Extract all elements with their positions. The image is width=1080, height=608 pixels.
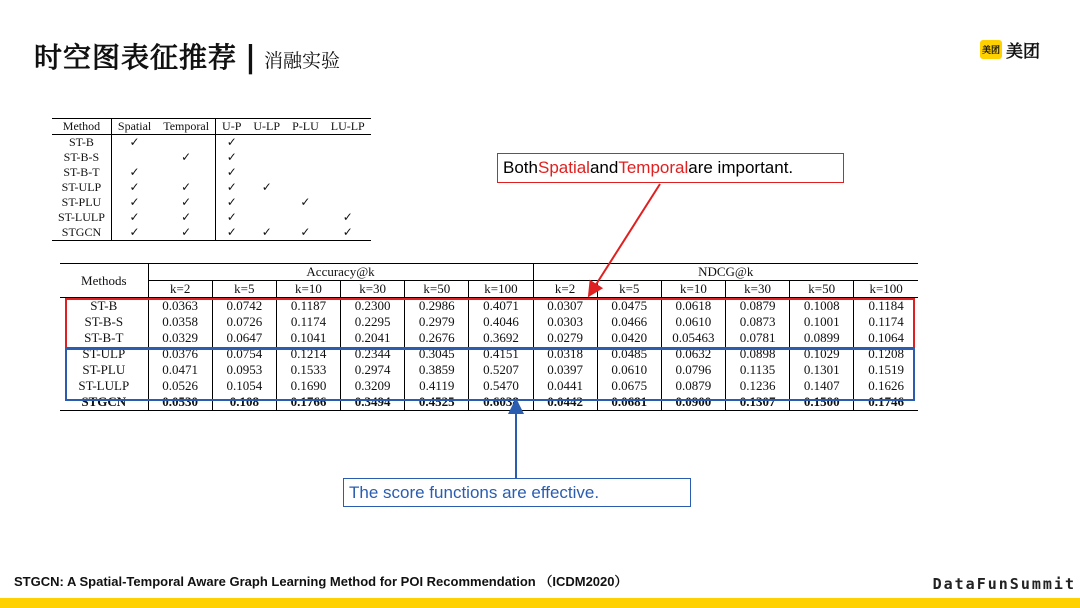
table2-value-cell: 0.2344 bbox=[341, 346, 405, 362]
table1-check-cell: ✓ bbox=[300, 225, 311, 239]
callout1-text-pre: Both bbox=[503, 158, 538, 177]
k-header: k=10 bbox=[276, 281, 340, 298]
table2-value-cell: 0.4046 bbox=[469, 314, 533, 330]
table2-value-cell: 0.0796 bbox=[661, 362, 725, 378]
table2-value-cell: 0.0279 bbox=[533, 330, 597, 346]
table2-value-cell: 0.1519 bbox=[854, 362, 918, 378]
table2-value-cell: 0.0647 bbox=[212, 330, 276, 346]
meituan-logo-text: 美团 bbox=[1006, 42, 1040, 62]
table2-value-cell: 0.3045 bbox=[405, 346, 469, 362]
k-header: k=2 bbox=[533, 281, 597, 298]
callout1-text-mid: and bbox=[589, 158, 619, 177]
score-functions-callout: The score functions are effective. bbox=[343, 478, 691, 507]
table2-value-cell: 0.5207 bbox=[469, 362, 533, 378]
table1-check-cell: ✓ bbox=[181, 195, 192, 209]
table1-check-cell: ✓ bbox=[300, 195, 311, 209]
table2-value-cell: 0.1174 bbox=[276, 314, 340, 330]
table1-check-cell: ✓ bbox=[216, 225, 248, 241]
table2-method-cell: ST-LULP bbox=[78, 378, 130, 393]
table1-check-cell: ✓ bbox=[181, 150, 192, 164]
table2-value-cell: 0.0526 bbox=[148, 378, 212, 394]
table1-check-cell: ✓ bbox=[216, 210, 248, 225]
table1-check-cell: ✓ bbox=[216, 150, 248, 165]
table2-value-cell: 0.2041 bbox=[341, 330, 405, 346]
table2-value-cell: 0.3209 bbox=[341, 378, 405, 394]
table1-check-cell: ✓ bbox=[111, 225, 157, 241]
table2-method-cell: STGCN bbox=[81, 394, 127, 409]
table2-value-cell: 0.1626 bbox=[854, 378, 918, 394]
table2-value-cell: 0.1187 bbox=[276, 298, 340, 315]
table2-value-cell: 0.0742 bbox=[212, 298, 276, 315]
table1-check-cell: ✓ bbox=[342, 210, 353, 224]
red-arrow bbox=[590, 184, 660, 294]
table2-value-cell: 0.0471 bbox=[148, 362, 212, 378]
table2-value-cell: 0.0879 bbox=[661, 378, 725, 394]
table2-value-cell: 0.5470 bbox=[469, 378, 533, 394]
table2-value-cell: 0.4525 bbox=[405, 394, 469, 411]
table1-method-cell: ST-ULP bbox=[61, 180, 102, 194]
bottom-yellow-strip bbox=[0, 598, 1080, 608]
table2-value-cell: 0.1064 bbox=[854, 330, 918, 346]
table1-method-cell: STGCN bbox=[61, 225, 102, 239]
title-main: 时空图表征推荐 bbox=[34, 41, 238, 74]
table2-value-cell: 0.1307 bbox=[725, 394, 789, 411]
table2-value-cell: 0.1054 bbox=[212, 378, 276, 394]
table2-value-cell: 0.0466 bbox=[597, 314, 661, 330]
table2-value-cell: 0.05463 bbox=[661, 330, 725, 346]
table2-method-cell: ST-B-T bbox=[84, 330, 124, 345]
table2-value-cell: 0.6038 bbox=[469, 394, 533, 411]
table2-value-cell: 0.1766 bbox=[276, 394, 340, 411]
k-header: k=5 bbox=[597, 281, 661, 298]
table2-value-cell: 0.1001 bbox=[790, 314, 854, 330]
table2-value-cell: 0.0610 bbox=[661, 314, 725, 330]
table2-value-cell: 0.2676 bbox=[405, 330, 469, 346]
table1-check-cell: ✓ bbox=[111, 165, 157, 180]
table2-value-cell: 0.3494 bbox=[341, 394, 405, 411]
table1-check-cell: ✓ bbox=[216, 135, 248, 151]
table1-check-cell: ✓ bbox=[111, 195, 157, 210]
table2-value-cell: 0.1208 bbox=[854, 346, 918, 362]
table2-value-cell: 0.0485 bbox=[597, 346, 661, 362]
k-header: k=2 bbox=[148, 281, 212, 298]
table2-value-cell: 0.0442 bbox=[533, 394, 597, 411]
table1-check-cell: ✓ bbox=[261, 225, 272, 239]
table2-value-cell: 0.0873 bbox=[725, 314, 789, 330]
callout1-temporal: Temporal bbox=[618, 158, 689, 177]
table2-value-cell: 0.1184 bbox=[854, 298, 918, 315]
table2-value-cell: 0.1533 bbox=[276, 362, 340, 378]
callout1-spatial: Spatial bbox=[537, 158, 590, 177]
methods-header: Methods bbox=[60, 264, 148, 298]
table2-value-cell: 0.1301 bbox=[790, 362, 854, 378]
table1-check-cell: ✓ bbox=[111, 135, 157, 151]
table2-value-cell: 0.0530 bbox=[148, 394, 212, 411]
table2-value-cell: 0.0610 bbox=[597, 362, 661, 378]
title-subtitle: 消融实验 bbox=[263, 50, 340, 72]
table2-value-cell: 0.1029 bbox=[790, 346, 854, 362]
table2-value-cell: 0.0632 bbox=[661, 346, 725, 362]
table1-header: Method bbox=[62, 119, 101, 133]
table1-check-cell: ✓ bbox=[342, 225, 353, 239]
k-header: k=100 bbox=[469, 281, 533, 298]
table2-value-cell: 0.1135 bbox=[725, 362, 789, 378]
table1-method-cell: ST-B-S bbox=[63, 150, 100, 164]
table2-value-cell: 0.1041 bbox=[276, 330, 340, 346]
table2-value-cell: 0.0376 bbox=[148, 346, 212, 362]
k-header: k=10 bbox=[661, 281, 725, 298]
table2-method-cell: ST-PLU bbox=[82, 362, 126, 377]
table1-header: Spatial bbox=[111, 119, 157, 135]
table2-value-cell: 0.0420 bbox=[597, 330, 661, 346]
table1-header: P-LU bbox=[292, 119, 319, 133]
table2-value-cell: 0.2979 bbox=[405, 314, 469, 330]
k-header: k=50 bbox=[790, 281, 854, 298]
table1-check-cell: ✓ bbox=[261, 180, 272, 194]
table2-method-cell: ST-B-S bbox=[84, 314, 124, 329]
table2-value-cell: 0.3692 bbox=[469, 330, 533, 346]
table1-check-cell: ✓ bbox=[111, 180, 157, 195]
table2-value-cell: 0.0318 bbox=[533, 346, 597, 362]
table2-value-cell: 0.4151 bbox=[469, 346, 533, 362]
table2-value-cell: 0.2986 bbox=[405, 298, 469, 315]
table2-value-cell: 0.4071 bbox=[469, 298, 533, 315]
table2-value-cell: 0.108 bbox=[212, 394, 276, 411]
table2-value-cell: 0.1746 bbox=[854, 394, 918, 411]
table2-value-cell: 0.0618 bbox=[661, 298, 725, 315]
table2-value-cell: 0.3859 bbox=[405, 362, 469, 378]
table2-value-cell: 0.0475 bbox=[597, 298, 661, 315]
table1-header: U-LP bbox=[253, 119, 281, 133]
table2-value-cell: 0.1407 bbox=[790, 378, 854, 394]
table2-method-cell: ST-ULP bbox=[82, 346, 126, 361]
table2-value-cell: 0.0781 bbox=[725, 330, 789, 346]
table2-value-cell: 0.0953 bbox=[212, 362, 276, 378]
table1-check-cell: ✓ bbox=[181, 210, 192, 224]
table2-value-cell: 0.1214 bbox=[276, 346, 340, 362]
callout1-text-post: are important. bbox=[688, 158, 794, 177]
accuracy-group-header: Accuracy@k bbox=[148, 264, 533, 281]
table2-value-cell: 0.0898 bbox=[725, 346, 789, 362]
table2-value-cell: 0.0681 bbox=[597, 394, 661, 411]
table1-method-cell: ST-B-T bbox=[63, 165, 100, 179]
table2-value-cell: 0.4119 bbox=[405, 378, 469, 394]
table1-check-cell: ✓ bbox=[216, 180, 248, 195]
table2-value-cell: 0.1008 bbox=[790, 298, 854, 315]
k-header: k=5 bbox=[212, 281, 276, 298]
table2-value-cell: 0.0675 bbox=[597, 378, 661, 394]
k-header: k=50 bbox=[405, 281, 469, 298]
table1-check-cell: ✓ bbox=[111, 210, 157, 225]
table1-header: Temporal bbox=[163, 119, 210, 133]
table1-check-cell: ✓ bbox=[181, 180, 192, 194]
table2-value-cell: 0.2300 bbox=[341, 298, 405, 315]
table1-method-cell: ST-LULP bbox=[58, 210, 105, 224]
table2-value-cell: 0.0397 bbox=[533, 362, 597, 378]
citation-footer: STGCN: A Spatial-Temporal Aware Graph Learning Method for POI Recommendation （ICDM2020） bbox=[14, 574, 628, 589]
table2-value-cell: 0.0879 bbox=[725, 298, 789, 315]
k-header: k=30 bbox=[725, 281, 789, 298]
table2-value-cell: 0.0900 bbox=[661, 394, 725, 411]
k-header: k=30 bbox=[341, 281, 405, 298]
table2-method-cell: ST-B bbox=[90, 298, 118, 313]
table1-method-cell: ST-B bbox=[69, 135, 94, 149]
k-header: k=100 bbox=[854, 281, 918, 298]
table2-value-cell: 0.2295 bbox=[341, 314, 405, 330]
table2-value-cell: 0.0754 bbox=[212, 346, 276, 362]
table1-check-cell: ✓ bbox=[216, 165, 248, 180]
table2-value-cell: 0.0726 bbox=[212, 314, 276, 330]
meituan-logo-icon: 美团 bbox=[980, 40, 1002, 59]
table2-value-cell: 0.0329 bbox=[148, 330, 212, 346]
table2-value-cell: 0.2974 bbox=[341, 362, 405, 378]
table1-method-cell: ST-PLU bbox=[61, 195, 102, 209]
table1-check-cell: ✓ bbox=[216, 195, 248, 210]
table2-value-cell: 0.0441 bbox=[533, 378, 597, 394]
table2-value-cell: 0.1690 bbox=[276, 378, 340, 394]
ndcg-group-header: NDCG@k bbox=[533, 264, 918, 281]
table1-check-cell: ✓ bbox=[181, 225, 192, 239]
table2-value-cell: 0.0899 bbox=[790, 330, 854, 346]
datafun-brand: DataFunSummit bbox=[932, 575, 1076, 593]
table2-value-cell: 0.0363 bbox=[148, 298, 212, 315]
table1-header: U-P bbox=[216, 119, 248, 135]
table2-value-cell: 0.1174 bbox=[854, 314, 918, 330]
table2-value-cell: 0.1236 bbox=[725, 378, 789, 394]
title-separator: | bbox=[245, 40, 256, 75]
table2-value-cell: 0.0307 bbox=[533, 298, 597, 315]
table2-value-cell: 0.1500 bbox=[790, 394, 854, 411]
table1-header: LU-LP bbox=[330, 119, 365, 133]
table2-value-cell: 0.0303 bbox=[533, 314, 597, 330]
table2-value-cell: 0.0358 bbox=[148, 314, 212, 330]
